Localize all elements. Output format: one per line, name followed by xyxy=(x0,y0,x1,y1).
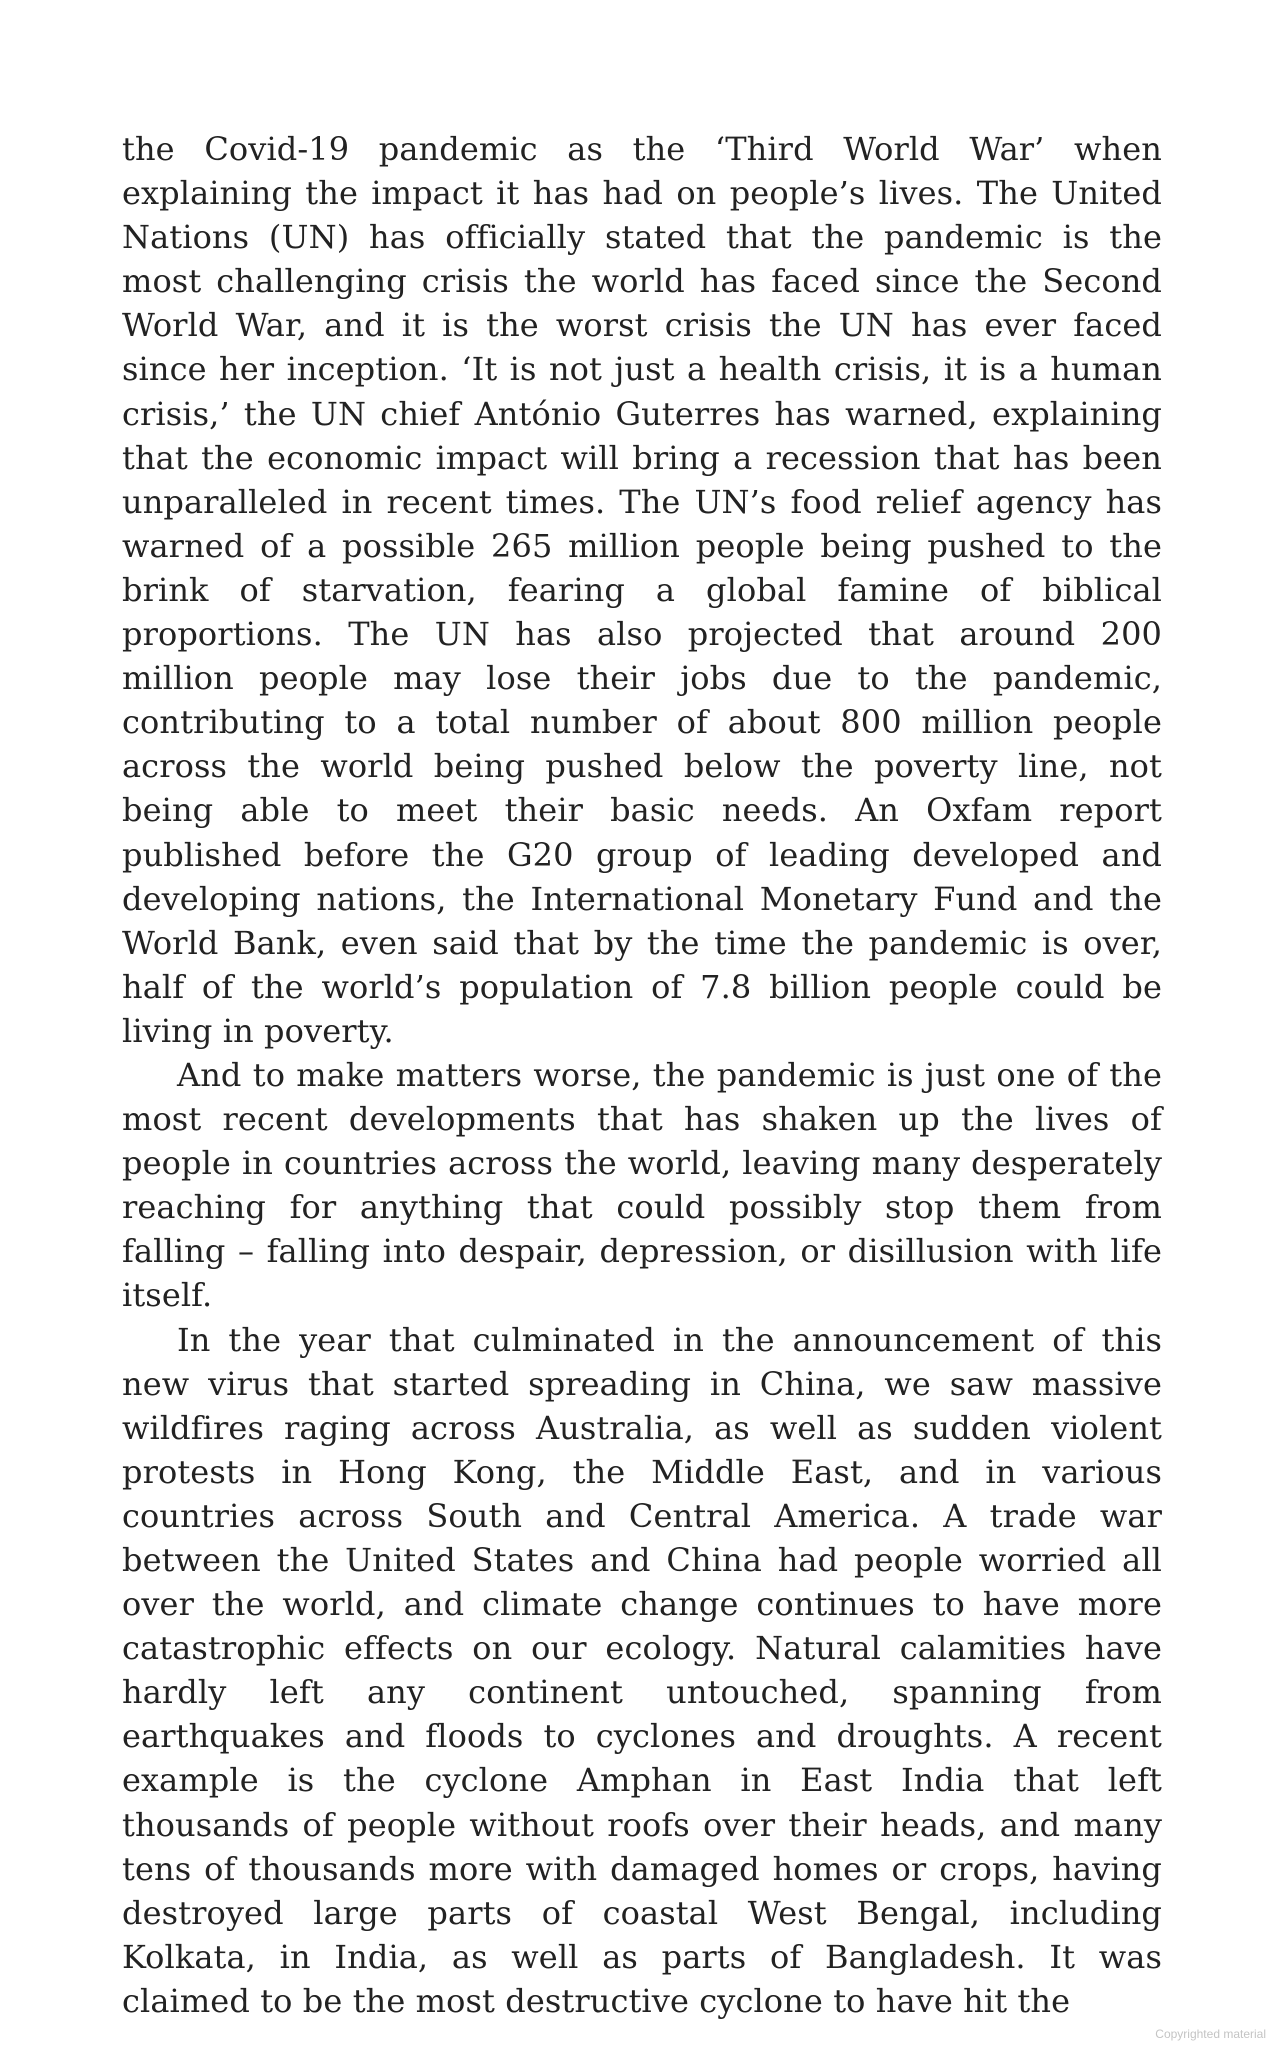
paragraph-3: In the year that culminated in the announcement of this new virus that started spreading in China, we saw massive wildfires raging across Australia, as well as sudden violent protests in Hong Kong, the Middle East, and in various countries across South and Central America. A trade war between the United States and China had people worried all over the world, and climate change continues to have more catastrophic effects on our ecology. Natural calamities have hardly left any continent untouched, spanning from earthquakes and floods to cyclones and droughts. A recent example is the cyclone Amphan in East India that left thousands of people without roofs over their heads, and many tens of thousands more with damaged homes or crops, having destroyed large parts of coastal West Bengal, including Kolkata, in India, as well as parts of Bangladesh. It was claimed to be the most destructive cyclone to have hit the xyxy=(122,1320,1162,2020)
paragraph-1: the Covid-19 pandemic as the ‘Third World War’ when explaining the impact it has had on people’s lives. The United Nations (UN) has officially stated that the pandemic is the most challenging crisis the world has faced since the Second World War, and it is the worst crisis the UN has ever faced since her inception. ‘It is not just a health crisis, it is a human crisis,’ the UN chief António Guterres has warned, explaining that the economic impact will bring a recession that has been unparalleled in recent times. The UN’s food relief agency has warned of a possible 265 million people being pushed to the brink of starvation, fearing a global famine of biblical proportions. The UN has also projected that around 200 million people may lose their jobs due to the pandemic, contributing to a total number of about 800 million people across the world being pushed below the poverty line, not being able to meet their basic needs. An Oxfam report published before the G20 group of leading developed and developing nations, the International Monetary Fund and the World Bank, even said that by the time the pandemic is over, half of the world’s population of 7.8 billion people could be living in poverty. xyxy=(122,130,1162,1050)
body-text xyxy=(122,127,1162,2023)
paragraph-2: And to make matters worse, the pandemic is just one of the most recent developments that has shaken up the lives of people in countries across the world, leaving many desperately reaching for anything that could possibly stop them from falling – falling into despair, depression, or disillusion with life itself. xyxy=(122,1055,1162,1315)
copyright-watermark: Copyrighted material xyxy=(1155,2027,1266,2041)
